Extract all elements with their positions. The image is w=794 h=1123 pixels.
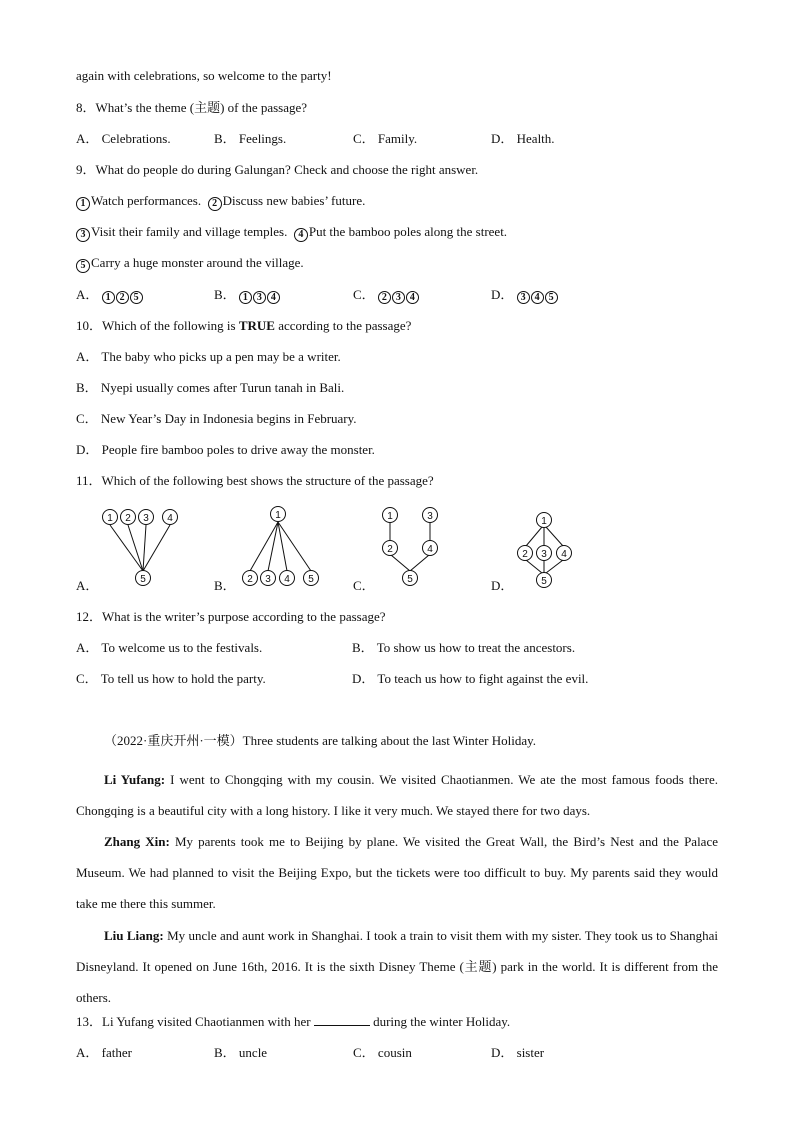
option-letter: A． [76, 349, 99, 364]
q12-option-d[interactable] [352, 671, 588, 687]
q13-option-d[interactable] [491, 1045, 544, 1061]
speaker-name: Zhang Xin: [104, 834, 170, 849]
circled-number-icon: 3 [253, 291, 266, 304]
option-letter: B． [76, 380, 98, 395]
circled-number-icon: 1 [102, 291, 115, 304]
passage-title: Three students are talking about the last Winter Holiday. [242, 733, 537, 748]
node-label: 5 [140, 574, 146, 585]
node-label: 1 [107, 513, 113, 524]
option-letter: D． [491, 287, 514, 302]
circled-number-icon: 3 [76, 228, 90, 242]
q11-option-b-letter[interactable]: B． [214, 578, 236, 593]
passage-heading [104, 733, 536, 749]
question-number: 12． [76, 609, 103, 624]
question-text: during the winter Holiday. [373, 1014, 511, 1029]
paragraph-text: My uncle and aunt work in Shanghai. I took a train to visit them with my sister. They took us to Shanghai Disneyland. It opened on June 16th, 2016. It is the sixth Disney Theme (主题) park in the world. It is different from the others. [76, 928, 719, 1005]
node-label: 4 [561, 549, 567, 560]
q11-diagram-d[interactable] [510, 508, 580, 590]
circled-number-icon: 3 [392, 291, 405, 304]
item-text: Carry a huge monster around the village. [91, 255, 304, 270]
circled-number-icon: 2 [116, 291, 129, 304]
q12-option-b[interactable] [352, 640, 575, 656]
node-label: 5 [541, 576, 547, 587]
option-letter: D． [491, 131, 514, 146]
option-text: cousin [377, 1045, 412, 1060]
q12-option-a[interactable] [76, 640, 262, 656]
option-text: People fire bamboo poles to drive away the monster. [101, 442, 375, 457]
question-11 [76, 473, 434, 489]
q9-items-row-2 [76, 224, 507, 242]
q9-option-b[interactable] [214, 287, 281, 304]
option-letter: A． [76, 640, 99, 655]
circled-number-icon: 2 [378, 291, 391, 304]
circled-number-icon: 4 [531, 291, 544, 304]
paragraph-text: My parents took me to Beijing by plane. We visited the Great Wall, the Bird’s Nest and the Palace Museum. We had planned to visit the Beijing Expo, but the tickets were too difficult to buy. My parents said they would take me there this summer. [76, 834, 718, 911]
option-letter: C． [353, 1045, 375, 1060]
question-10 [76, 318, 411, 334]
question-number: 9． [76, 162, 96, 177]
question-13 [76, 1014, 510, 1030]
q10-option-d[interactable] [76, 442, 375, 458]
q8-option-c[interactable] [353, 131, 417, 147]
q11-option-d-letter[interactable]: D． [491, 578, 514, 593]
question-8 [76, 100, 307, 116]
option-text: father [101, 1045, 132, 1060]
emphasis-text: TRUE [238, 318, 275, 333]
option-text: To teach us how to fight against the evil. [377, 671, 589, 686]
q9-option-d[interactable] [491, 287, 559, 304]
option-letter: D． [76, 442, 99, 457]
q11-diagram-c[interactable] [378, 505, 448, 590]
passage-paragraph-1 [76, 764, 718, 826]
option-text: Nyepi usually comes after Turun tanah in Bali. [100, 380, 345, 395]
question-text: What’s the theme (主题) of the passage? [95, 100, 308, 115]
q9-items-row-1 [76, 193, 365, 211]
passage-paragraph-2 [76, 826, 718, 919]
circled-number-icon: 4 [406, 291, 419, 304]
option-letter: C． [353, 287, 375, 302]
q11-diagram-b[interactable] [238, 503, 328, 590]
option-letter: A． [76, 131, 99, 146]
circled-number-icon: 4 [294, 228, 308, 242]
node-label: 4 [427, 544, 433, 555]
option-letter: C． [76, 411, 98, 426]
q11-diagram-a[interactable] [100, 505, 190, 590]
node-label: 5 [407, 574, 413, 585]
node-label: 1 [275, 510, 281, 521]
q9-option-a[interactable] [76, 287, 144, 304]
option-letter: A． [76, 1045, 99, 1060]
paragraph-text: I went to Chongqing with my cousin. We visited Chaotianmen. We ate the most famous foods there. Chongqing is a beautiful city with a long history. I like it very much. We stayed there for two days. [76, 772, 718, 818]
q11-option-a-letter[interactable]: A． [76, 578, 99, 593]
circled-number-icon: 4 [267, 291, 280, 304]
node-label: 2 [522, 549, 528, 560]
option-text: To welcome us to the festivals. [101, 640, 263, 655]
q9-items-row-3 [76, 255, 304, 273]
item-text: Visit their family and village temples. [91, 224, 288, 239]
speaker-name: Liu Liang: [104, 928, 164, 943]
option-letter: B． [214, 287, 236, 302]
question-text: according to the passage? [278, 318, 412, 333]
circled-number-icon: 5 [76, 259, 90, 273]
node-label: 3 [541, 549, 547, 560]
q13-option-c[interactable] [353, 1045, 412, 1061]
question-9 [76, 162, 478, 178]
item-text: Discuss new babies’ future. [222, 193, 366, 208]
answer-blank[interactable] [314, 1014, 370, 1026]
question-text: Which of the following is [102, 318, 236, 333]
question-number: 10． [76, 318, 103, 333]
option-text: uncle [238, 1045, 268, 1060]
circled-number-icon: 5 [545, 291, 558, 304]
circled-number-icon: 2 [208, 197, 222, 211]
option-letter: D． [491, 1045, 514, 1060]
node-label: 2 [387, 544, 393, 555]
option-text: The baby who picks up a pen may be a writer. [101, 349, 341, 364]
node-label: 5 [308, 574, 314, 585]
q12-option-c[interactable] [76, 671, 266, 687]
q10-option-a[interactable] [76, 349, 341, 365]
option-letter: C． [76, 671, 98, 686]
question-number: 11． [76, 473, 102, 488]
node-label: 4 [167, 513, 173, 524]
option-text: Feelings. [238, 131, 287, 146]
q8-option-d[interactable] [491, 131, 555, 147]
node-label: 3 [427, 511, 433, 522]
option-text: Celebrations. [101, 131, 171, 146]
option-letter: B． [214, 131, 236, 146]
node-label: 3 [265, 574, 271, 585]
question-number: 13． [76, 1014, 103, 1029]
q13-option-b[interactable] [214, 1045, 267, 1061]
question-12 [76, 609, 386, 625]
circled-number-icon: 1 [239, 291, 252, 304]
question-text: What do people do during Galungan? Check and choose the right answer. [95, 162, 479, 177]
item-text: Watch performances. [91, 193, 202, 208]
option-text: To tell us how to hold the party. [100, 671, 266, 686]
node-label: 4 [284, 574, 290, 585]
option-letter: B． [352, 640, 374, 655]
q8-option-b[interactable] [214, 131, 286, 147]
option-letter: A． [76, 287, 99, 302]
question-text: Li Yufang visited Chaotianmen with her [102, 1014, 311, 1029]
speaker-name: Li Yufang: [104, 772, 166, 787]
option-text: To show us how to treat the ancestors. [376, 640, 576, 655]
option-text: New Year’s Day in Indonesia begins in February. [100, 411, 357, 426]
option-letter: B． [214, 1045, 236, 1060]
question-text: Which of the following best shows the structure of the passage? [101, 473, 434, 488]
intro-line: again with celebrations, so welcome to the party! [76, 68, 332, 83]
circled-number-icon: 5 [130, 291, 143, 304]
question-number: 8． [76, 100, 96, 115]
option-text: Health. [516, 131, 555, 146]
node-label: 1 [387, 511, 393, 522]
node-label: 1 [541, 516, 547, 527]
circled-number-icon: 1 [76, 197, 90, 211]
question-text: What is the writer’s purpose according to the passage? [102, 609, 386, 624]
passage-paragraph-3 [76, 920, 718, 1013]
node-label: 2 [125, 513, 131, 524]
option-letter: C． [353, 131, 375, 146]
option-text: Family. [377, 131, 418, 146]
q10-option-c[interactable] [76, 411, 357, 427]
q13-option-a[interactable] [76, 1045, 132, 1061]
node-label: 2 [247, 574, 253, 585]
circled-number-icon: 3 [517, 291, 530, 304]
node-label: 3 [143, 513, 149, 524]
q8-option-a[interactable] [76, 131, 171, 147]
q10-option-b[interactable] [76, 380, 344, 396]
item-text: Put the bamboo poles along the street. [308, 224, 508, 239]
option-text: sister [516, 1045, 545, 1060]
q11-option-c-letter[interactable]: C． [353, 578, 375, 593]
passage-source: （2022·重庆开州·一模） [104, 733, 243, 748]
q9-option-c[interactable] [353, 287, 420, 304]
option-letter: D． [352, 671, 375, 686]
